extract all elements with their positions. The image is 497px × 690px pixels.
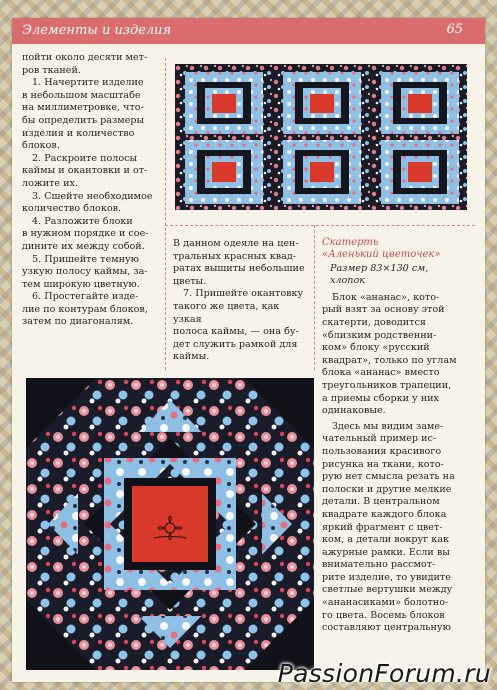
text-line: яркий фрагмент с цвет- [322,521,443,533]
text-line: «близким родственни- [322,329,437,341]
section-title: Элементы и изделия [22,23,172,38]
quilt-block-photo [26,378,314,670]
text-line: а приемы сборки у них [322,392,439,404]
article-title: Скатерть [322,237,379,248]
text-line: внимательно рассмот- [322,559,436,571]
size-line: Размер 83×130 см, [330,263,429,274]
text-line: светлые вертушки между [322,584,453,596]
text-line: узкую полосу каймы, за- [22,266,148,278]
text-line: рый взят за основу этой [322,304,445,316]
text-line: рите изделие, то увидите [322,571,451,583]
text-line: составляют центральную [322,622,451,634]
text-line: ратах вышиты небольшие [173,263,305,275]
text-line: тем широкую цветную. [22,278,140,290]
text-line: квадрат», только по углам [322,354,457,366]
pineapple-block-illustration [26,378,314,670]
text-line: затем по диагоналям. [22,316,134,328]
column-divider [165,58,166,370]
text-line: пойти около десяти мет- [22,52,148,63]
text-line: рисунка на ткани, кото- [322,458,444,470]
column-divider [314,225,315,370]
text-line: 1. Начертите изделие [32,77,144,89]
text-line: полоса каймы, — она бу- [173,326,299,338]
text-line: Блок «ананас», кото- [332,291,440,303]
text-line: Здесь мы видим заме- [332,420,444,432]
text-line: 7. Пришейте окантовку [183,288,304,300]
text-line: блоков. [22,140,60,152]
text-line: 3. Сшейте необходимое [32,190,153,202]
text-line: дините их между собой. [22,240,145,252]
text-line: такого же цвета, как узкая [173,300,280,325]
text-line: пользования красивого [322,445,442,457]
left-column-text [22,52,162,329]
text-line: скатерти, доводится [322,317,426,328]
text-line: «ананасиками» болотно- [322,597,449,609]
text-line: ком, а детали вокруг как [322,534,450,546]
text-line: 5. Пришейте темную [32,253,139,265]
text-line: изделия и количество [22,127,135,139]
text-line: ров тканей. [22,64,81,76]
text-line: чательный пример ис- [322,433,437,445]
block-row-1 [185,72,459,134]
text-line: 6. Простегайте изде- [32,291,139,303]
text-line: полоски и другие мелкие [322,483,452,495]
text-line: в небольшом масштабе [22,89,141,101]
text-line: ложите их. [22,177,78,189]
text-line: 4. Разложите блоки [32,215,133,227]
quilt-photo-top [175,64,467,210]
text-line: одинаковые. [322,405,386,417]
text-line: дет служить рамкой для [173,338,298,350]
text-line: цветы. [173,275,207,287]
material-line: хлопок [330,275,365,287]
text-line: каймы и окантовки и от- [22,165,148,177]
text-line: блока «ананас» вместо [322,367,440,379]
text-line: В данном одеяле на цен- [173,238,299,249]
text-line: на миллиметровке, что- [22,102,144,114]
text-line: ком» блоку «русский [322,342,430,354]
quilt-top-illustration [175,64,467,210]
text-line: тральных красных квад- [173,250,296,262]
text-line: лие по контурам блоков, [22,303,148,315]
text-line: детали. В центральном [322,496,440,508]
text-line: количество блоков. [22,203,122,215]
page-header [12,18,485,44]
middle-column-text [173,238,309,364]
block-row-2 [185,140,459,204]
text-line: бы определить размеры [22,114,145,126]
watermark: PassionForum.ru [277,659,491,688]
text-line: квадрате каждого блока [322,508,447,520]
text-line: го цвета. Восемь блоков [322,609,445,621]
row-divider [165,225,475,226]
page-number: 65 [446,22,463,37]
text-line: каймы. [173,351,210,363]
right-column-text [322,237,474,635]
text-line: треугольников трапеции, [322,379,452,391]
text-line: ажурные рамки. Если вы [322,546,450,558]
text-line: 2. Раскроите полосы [32,152,138,164]
text-line: рую нет смысла резать на [322,471,455,483]
text-line: в нужном порядке и сое- [22,228,149,240]
magazine-page [12,18,485,682]
article-title-name: «Аленький цветочек» [322,249,441,260]
